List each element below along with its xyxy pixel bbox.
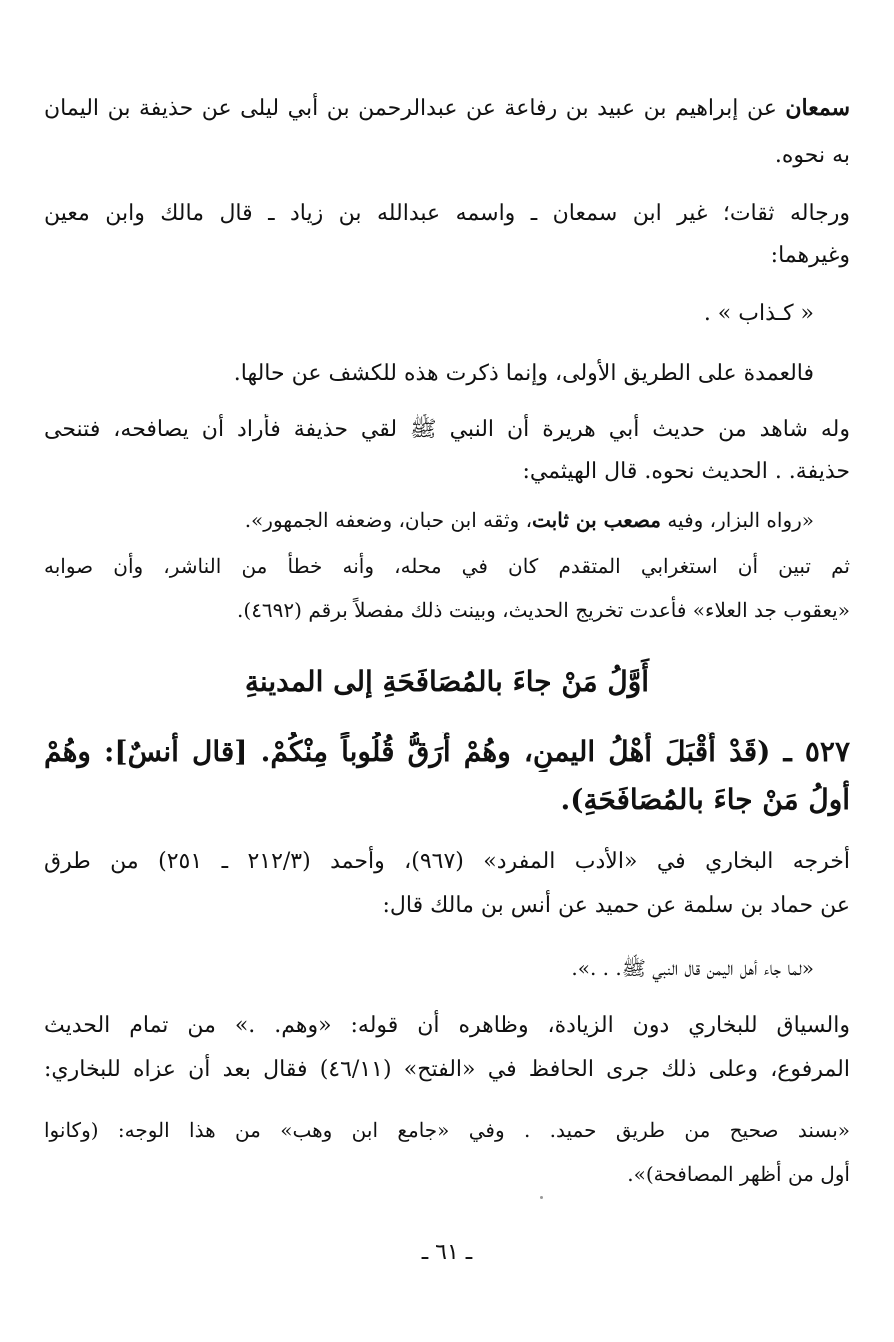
quote-line: « كـذاب » . [703,301,814,326]
paragraph-line: أخرجه البخاري في «الأدب المفرد» (٩٦٧)، وأحمد (٢١٢/٣ ـ ٢٥١) من طرق [44,849,850,874]
paragraph-line: به نحوه. [774,143,850,168]
bold-narrator-name: مصعب بن ثابت [532,508,661,532]
text-run: عن إبراهيم بن عبيد بن رفاعة عن عبدالرحمن بن أبي ليلى عن حذيفة بن اليمان [44,96,786,121]
paragraph-line: والسياق للبخاري دون الزيادة، وظاهره أن قوله: «وهم. .» من تمام الحديث [44,1013,850,1038]
text-run: «رواه البزار، وفيه [660,508,814,532]
quote-line: «بسند صحيح من طريق حميد. . وفي «جامع ابن وهب» من هذا الوجه: (وكانوا [44,1118,850,1142]
paragraph-line: وله شاهد من حديث أبي هريرة أن النبي ﷺ لقي حذيفة فأراد أن يصافحه، فتنحى [44,417,850,442]
paragraph-line: ورجاله ثقات؛ غير ابن سمعان ـ واسمه عبدالله بن زياد ـ قال مالك وابن معين [44,201,850,226]
section-heading: أَوَّلُ مَنْ جاءَ بالمُصَافَحَةِ إلى المدينةِ [244,665,650,698]
quote-line: أول من أظهر المصافحة)». [627,1162,850,1186]
quote-line [44,504,814,536]
ink-speck [540,1196,543,1199]
paragraph-line: ثم تبين أن استغرابي المتقدم كان في محله، وأنه خطأ من الناشر، وأن صوابه [44,554,850,578]
paragraph-line [44,92,850,125]
paragraph-line: المرفوع، وعلى ذلك جرى الحافظ في «الفتح» (٤٦/١١) فقال بعد أن عزاه للبخاري: [44,1057,850,1082]
paragraph-line: عن حماد بن سلمة عن حميد عن أنس بن مالك قال: [382,893,850,918]
text-run: ، وثقه ابن حبان، وضعفه الجمهور». [244,508,533,532]
paragraph-line: فالعمدة على الطريق الأولى، وإنما ذكرت هذه للكشف عن حالها. [233,361,814,386]
page-number: ـ ٦١ ـ [421,1240,473,1265]
paragraph-line: «يعقوب جد العلاء» فأعدت تخريج الحديث، وبينت ذلك مفصلاً برقم (٤٦٩٢). [237,598,850,622]
hadith-text-line: ٥٢٧ ـ (قَدْ أَقْبَلَ أَهْلُ اليمنِ، وهُمْ أَرَقُّ قُلُوباً مِنْكُمْ. [قال أنسٌ]: وهُمْ [44,735,850,768]
bold-narrator-name: سمعان [785,95,850,121]
paragraph-line: حذيفة. . الحديث نحوه. قال الهيثمي: [522,459,850,484]
paragraph-line: وغيرهما: [770,243,850,268]
hadith-text-line: أولُ مَنْ جاءَ بالمُصَافَحَةِ). [560,783,850,816]
quote-line: «لما جاء أهل اليمن قال النبي ﷺ. . .». [571,956,814,980]
